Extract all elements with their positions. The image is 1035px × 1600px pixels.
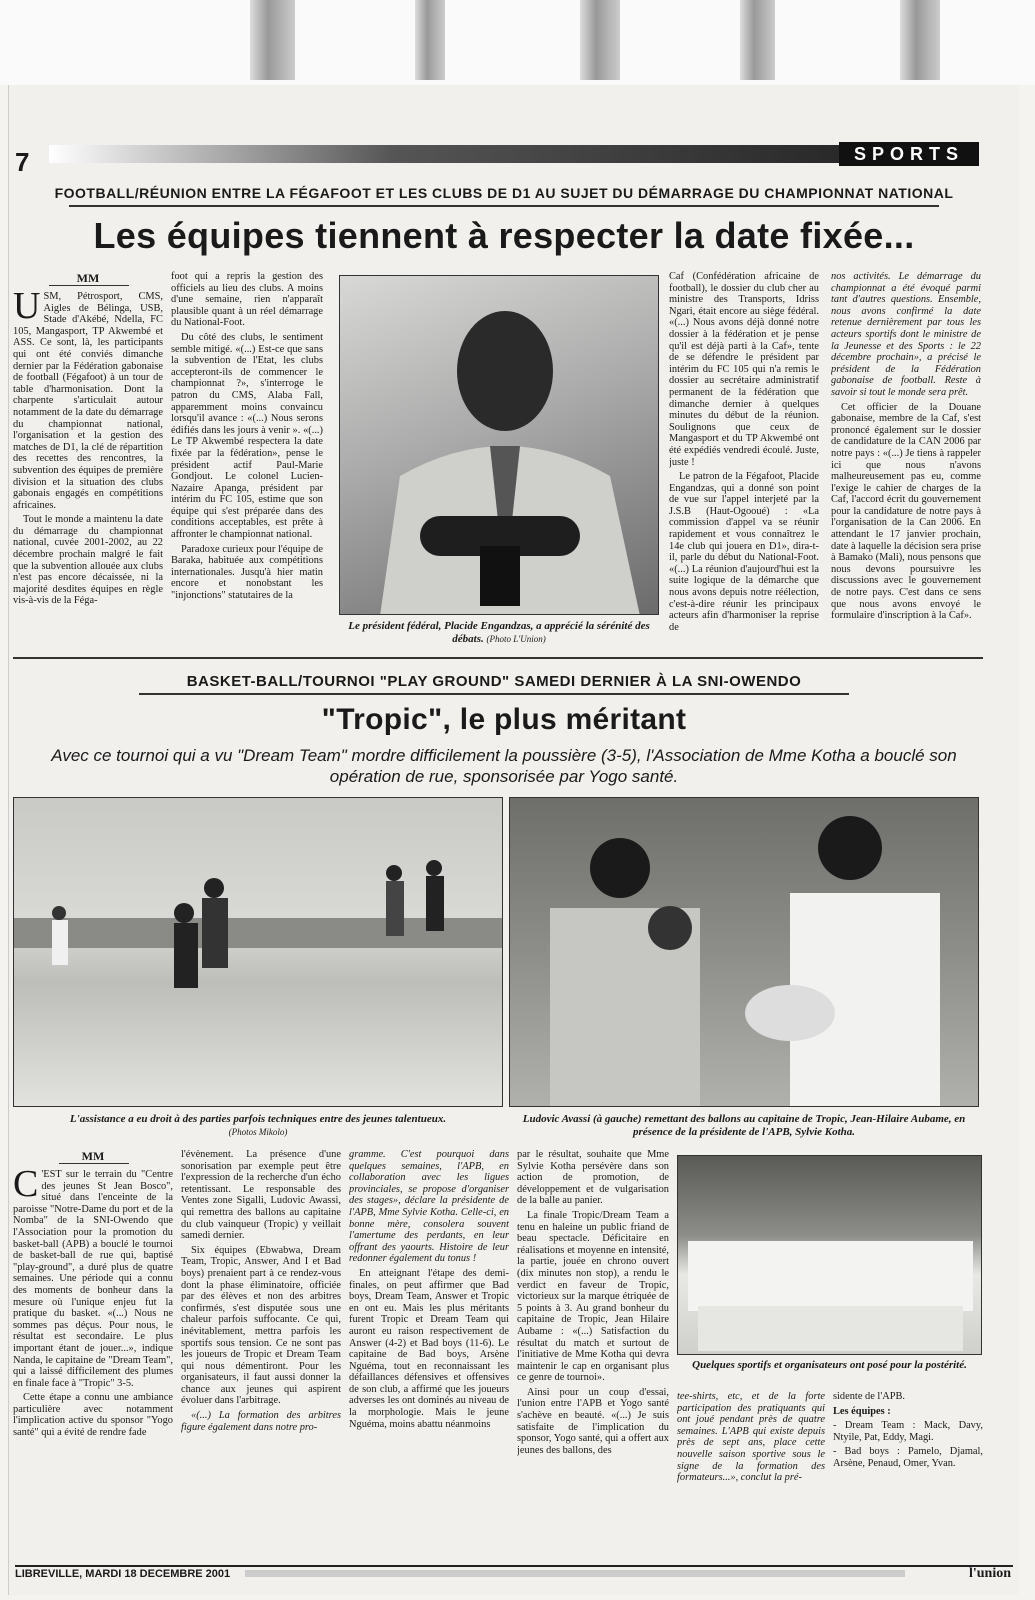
handover-illustration — [510, 798, 979, 1107]
byline-rule — [59, 1163, 129, 1164]
scan-artifact — [740, 0, 775, 80]
section-label: SPORTS — [839, 142, 979, 166]
handover-photo-caption: Ludovic Avassi (à gauche) remettant des ballons au capitaine de Tropic, Jean-Hilaire Aubame, en présence de la présidente de l'APB, Sylvie Kotha. — [522, 1113, 966, 1138]
paragraph: l'évènement. La présence d'une sonorisation par exemple peut être l'expression de la recherche d'un écho retentissant. Le responsable des Ventes zone Sigalli, Ludovic Awassi, qui remettra des ballons au capitaine du club vainqueur (Tropic) y veillait samedi dernier. — [181, 1149, 341, 1242]
article2-column-2 — [181, 1149, 341, 1559]
scan-artifact — [900, 0, 940, 80]
article2-headline: "Tropic", le plus méritant — [321, 703, 687, 736]
scan-margin — [0, 0, 1035, 85]
paragraph: En atteignant l'étape des demi-finales, on peut affirmer que Bad boys, Dream Team, Answer et Tropic en ont eu. Mais les plus méritants furent Tropic et Dream Team qui auront eu raison respectivement de Answer (4-2) et Bad boys (11-6). Le capitaine de Bad boys, Arsène Nguéma, tout en reconnaissant les défaillances défensives et offensives de son club, a affirmé que les joueurs adverses les ont dominés au niveau de la morphologie. Mais le jeune Nguéma, moins abattu néanmoins — [349, 1267, 509, 1430]
paragraph: tee-shirts, etc, et de la forte participation des pratiquants qui ont joué pendant près de quatre semaines. L'APB qui existe depuis près de sept ans, place cette nouvelle saison sportive sous le signe de la formation des formateurs...», conclut la pré- — [677, 1391, 825, 1484]
paragraph: gramme. C'est pourquoi dans quelques semaines, l'APB, en collaboration avec les ligues provinciales, se propose d'organiser des stages», déclare la présidente de l'APB, Mme Sylvie Kotha. Celle-ci, en bonne mère, consolera souvent l'amertume des perdants, en leur offrant des yaourts. Histoire de leur redonner également du tonus ! — [349, 1149, 509, 1265]
scan-artifact — [580, 0, 620, 80]
paragraph: La finale Tropic/Dream Team a tenu en haleine un public friand de beau spectacle. Déficitaire en réalisations et moyenne en intensité, la partie, jouée en chrono ouvert (dix minutes non stop), a rendu le verdict en faveur de Tropic, victorieux sur la marque étriquée de 5 points à 3. Au grand bonheur du capitaine de Tropic, Jean Hilaire Aubame : «(...) Satisfaction du résultat du match et surtout de l'initiative de Mme Kotha qui devra maintenir le cap en organisant plus ce genre de tournoi». — [517, 1209, 669, 1384]
group-photo — [677, 1155, 982, 1355]
byline-rule — [49, 285, 129, 286]
article1-headline: Les équipes tiennent à respecter la date fixée... — [93, 215, 915, 256]
scan-artifact — [250, 0, 295, 80]
paragraph: foot qui a repris la gestion des officiels au lieu des clubs. A moins d'une semaine, rien n'apparaît plausible quant à un réel démarrage du National-Foot. — [171, 271, 323, 329]
caption-text: Le président fédéral, Placide Engandzas, a apprécié la sérénité des débats. — [348, 620, 650, 645]
paragraph: Cette étape a connu une ambiance particulière avec notamment l'implication active du sponsor "Yogo santé" qui a évité de rendre fade — [13, 1392, 173, 1439]
article2-column-6 — [833, 1391, 983, 1559]
ball-handover-photo — [509, 797, 979, 1107]
section-divider — [13, 657, 983, 659]
group-illustration — [678, 1156, 982, 1355]
paragraph: Du côté des clubs, le sentiment semble mitigé. «(...) Est-ce que sans la subvention de l'Etat, les clubs accepteront-ils de commencer le championnat ?», s'interroge le patron du CMS, Alaba Fall, apparemment moins convaincu lorsqu'il avance : «(...) Nous serons édifiés dans les jours à venir ». «(...) Le TP Akwembé respectera la date fixée par la fédération», pense le président actif Paul-Marie Gondjout. Le colonel Lucien-Nazaire Apanga, président par intérim du FC 105, estime que son équipe qui s'est préparée dans des conditions acceptables, est prête à affronter le championnat national. — [171, 331, 323, 541]
paragraph: SM, Pétrosport, CMS, Aigles de Bélinga, USB, Stade d'Akébé, Ndella, FC 105, Mangasport, TP Akwembé et ASS. Ce sont, là, les participants qui ont été conviés dimanche dernier par la Fédération gabonaise de football (Fégafoot) à un tour de table d'harmonisation. Dont la charpente s'articulait autour notamment de la date du démarrage du championnat national, l'organisation et la gestion des matches de D1, la clé de répartition des recettes des rencontres, la subvention des équipes de première division et la situation des clubs gabonais engagés en compétitions africaines. — [13, 291, 163, 511]
paragraph: Ainsi pour un coup d'essai, l'union entre l'APB et Yogo santé s'achève en beauté. «(...) Je suis satisfaite de l'implication du sponsor, Yogo santé, qui a offert aux jeunes des ballons, des — [517, 1386, 669, 1456]
action-photo-caption — [13, 1113, 503, 1139]
article2-column-1 — [13, 1169, 173, 1559]
paragraph: Le patron de la Fégafoot, Placide Engandzas, qui a donné son point de vue sur l'appel interjeté par la J.S.B (Haut-Ogooué) : «La commission d'appel va se réunir rapidement et vous connaîtrez le 14e club qui jouera en D1», dira-t-il, parle du début du National-Foot. «(...) La réunion d'aujourd'hui est la suite logique de la démarche que nous avons depuis notre réélection, c'est-à-dire réunir les principaux acteurs afin d'harmoniser la reprise de — [669, 471, 819, 633]
paragraph: 'EST sur le terrain du "Centre des jeunes St Jean Bosco", situé dans l'enceinte de la paroisse "Notre-Dame du port et de la Nomba" de la SNI-Owendo que l'Association pour la promotion du basket-ball (APB) a bouclé le tournoi de basket-ball de rue qui, baptisé "play-ground", a duré plus de quatre semaines. Une période qui a connu des moments de bonheur dans la mesure où l'unique enjeu fut la pratique du basket. «(...) Nous ne sommes pas déçus. Pour nous, le résultat est secondaire. Le plus important étant de jouer...», indique Nanda, le capitaine de "Dream Team", qui a laissé difficilement des plumes en finale face à "Tropic" 3-5. — [13, 1169, 173, 1389]
article1-kicker: FOOTBALL/RÉUNION ENTRE LA FÉGAFOOT ET LES CLUBS DE D1 AU SUJET DU DÉMARRAGE DU CHAMPIONNAT NATIONAL — [54, 185, 954, 201]
group-photo-caption: Quelques sportifs et organisateurs ont posé pour la postérité. — [692, 1359, 967, 1371]
footer-dateline: LIBREVILLE, MARDI 18 DECEMBRE 2001 — [15, 1568, 231, 1580]
article2-column-5 — [677, 1391, 825, 1559]
action-illustration — [14, 798, 503, 1107]
article1-column-2 — [171, 271, 323, 676]
paragraph: Paradoxe curieux pour l'équipe de Baraka, habituée aux compétitions internationales. Jusqu'à hier matin encore et nonobstant les "injonctions" statutaires de la — [171, 543, 323, 602]
article1-column-3 — [669, 271, 819, 676]
photo-credit: (Photos Mikolo) — [228, 1127, 288, 1137]
basketball-action-photo — [13, 797, 503, 1107]
portrait-illustration — [340, 276, 659, 615]
page-footer — [15, 1565, 1013, 1581]
paragraph: Tout le monde a maintenu la date du démarrage du championnat national, cuvée 2001-2002, au 22 décembre prochain malgré le fait que la subvention allouée aux clubs n'est pas encore décaissée, ni la majorité desdites équipes en règle vis-à-vis de la Féga- — [13, 514, 163, 607]
caption-text: L'assistance a eu droit à des parties parfois techniques entre des jeunes talentueux. — [69, 1113, 447, 1125]
team-roster: - Bad boys : Pamelo, Djamal, Arsène, Penaud, Omer, Yvan. — [833, 1446, 983, 1469]
president-photo — [339, 275, 659, 615]
divider — [139, 693, 849, 695]
article2-column-4 — [517, 1149, 669, 1559]
page-number: 7 — [15, 147, 30, 177]
footer-masthead: l'union — [968, 1566, 1011, 1581]
paragraph: nos activités. Le démarrage du championnat a été évoqué parmi tant d'autres questions. Ensemble, nous avons confirmé la date retenue dernièrement par tous les acteurs sportifs dont le ministre de la Jeunesse et des Sports : le 22 décembre prochain», a précisé le président de la Fédération gabonaise de football. Reste à savoir si tout le monde sera prêt. — [831, 271, 981, 398]
president-photo-caption — [339, 620, 659, 646]
teams-title: Les équipes : — [833, 1405, 891, 1417]
paragraph: Caf (Confédération africaine de football), le dossier du club cher au ministre des Transports, Idriss Ngari, était encore au siège fédéral. «(...) Nous avons déjà donné notre dossier à la fédération et je pense qu'il est déjà parti à la Caf», tente de se défendre le président par intérim du FC 105 qui n'a remis le dossier au secrétaire administratif permanent de la fédération que dimanche dernier à quelques minutes du début de la réunion. Soulignons que ceux de Mangasport et du TP Akwembé ont été expédiés vendredi écoulé. Juste, juste ! — [669, 271, 819, 468]
paragraph: «(...) La formation des arbitres figure également dans notre pro- — [181, 1410, 341, 1433]
scan-artifact — [415, 0, 445, 80]
footer-bar — [245, 1570, 905, 1577]
photo-credit: (Photo L'Union) — [486, 634, 546, 644]
article2-kicker: BASKET-BALL/TOURNOI "PLAY GROUND" SAMEDI DERNIER À LA SNI-OWENDO — [186, 673, 802, 690]
article1-column-4 — [831, 271, 981, 676]
newspaper-page — [8, 85, 1018, 1595]
paragraph: par le résultat, souhaite que Mme Sylvie Kotha persévère dans son action de promotion, de développement et de vulgarisation de la balle au panier. — [517, 1149, 669, 1207]
article1-byline: MM — [76, 271, 100, 285]
footer-rule — [15, 1565, 1013, 1567]
paragraph: Cet officier de la Douane gabonaise, membre de la Caf, s'est prononcé également sur le dossier de candidature de la CAN 2006 par notre pays : «(...) Je tiens à rappeler ici que nous n'avons malheureusement pas eu, comme l'exige le cahier de charges de la Caf, l'accord écrit du gouvernement pour la candidature de notre pays à l'organisation de la Can 2006. En attendant le 17 janvier prochain, date à laquelle la décision sera prise à Bamako (Mali), nous pensons que nous devons poursuivre les discussions avec le gouvernement de notre pays. C'est dans ce sens que nous avons envoyé le formulaire d'inscription à la Caf». — [831, 401, 981, 622]
team-roster: - Dream Team : Mack, Davy, Ntyile, Pat, Eddy, Magi. — [833, 1420, 983, 1443]
header-rule — [49, 145, 909, 163]
paragraph: Six équipes (Ebwabwa, Dream Team, Tropic, Answer, And I et Bad boys) prenaient part à ce rendez-vous dont la phase éliminatoire, officiée par des élèves et non des arbitres confirmés, s'est disputée sous une chaleur parfois suffocante. Ce qui, inévitablement, mettra parfois les sportifs sous tension. Ce ne sont pas les joueurs de Tropic et Dream Team qui nous démentiront. Pour les organisateurs, il faut aussi donner la chance aux jeunes qui aspirent évoluer dans l'arbitrage. — [181, 1244, 341, 1407]
divider — [69, 205, 939, 207]
article2-byline: MM — [81, 1149, 105, 1163]
article2-column-3 — [349, 1149, 509, 1559]
paragraph: sidente de l'APB. — [833, 1391, 906, 1402]
article2-deck: Avec ce tournoi qui a vu "Dream Team" mordre difficilement la poussière (3-5), l'Association de Mme Kotha a bouclé son opération de rue, sponsorisée par Yogo santé. — [51, 746, 957, 786]
article1-column-1 — [13, 291, 163, 676]
dropcap: U — [13, 291, 41, 327]
dropcap: C — [13, 1169, 39, 1205]
